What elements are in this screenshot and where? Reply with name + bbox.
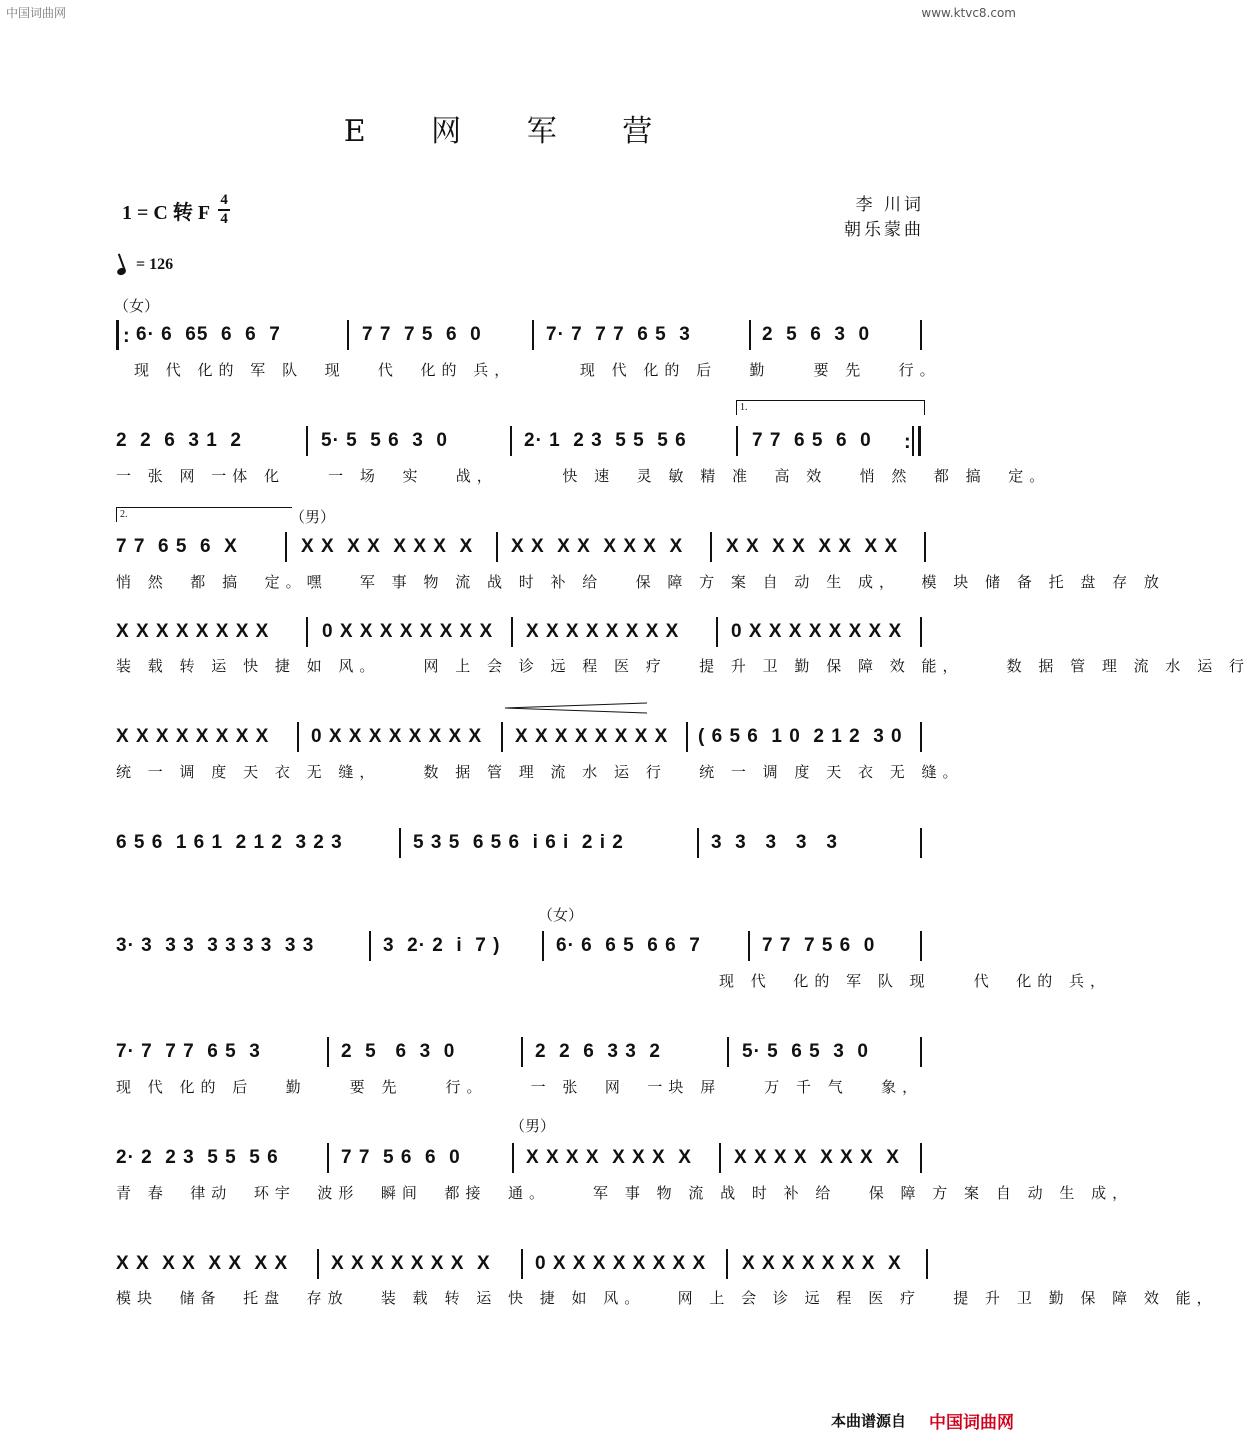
measure-5-1: X X X X X X X X bbox=[116, 726, 270, 747]
measure-3-2: X X X X X X X X bbox=[301, 536, 474, 557]
voice-label-male-2: （男） bbox=[510, 1117, 556, 1135]
bar-line bbox=[912, 426, 914, 456]
footer-site-link[interactable]: 中国词曲网 bbox=[929, 1413, 1014, 1433]
measure-5-4: ( 6 5 6 1 0 2 1 2 3 0 bbox=[698, 726, 903, 747]
bar-line bbox=[285, 532, 287, 562]
bar-line bbox=[501, 722, 503, 752]
bar-line bbox=[727, 1037, 729, 1067]
site-watermark-right: www.ktvc8.com bbox=[921, 6, 1016, 20]
voice-label-female: （女） bbox=[114, 297, 160, 315]
repeat-start-bar bbox=[116, 320, 119, 350]
bar-line bbox=[748, 931, 750, 961]
measure-10-1: X X X X X X X X bbox=[116, 1253, 289, 1274]
bar-line bbox=[697, 828, 699, 858]
bar-line bbox=[924, 532, 926, 562]
measure-6-3: 3 3 3 3 3 bbox=[711, 832, 838, 853]
measure-9-4: X X X X X X X X bbox=[734, 1147, 900, 1168]
credits bbox=[844, 193, 924, 243]
measure-2-4: 7 7 6 5 6 0 bbox=[752, 430, 872, 451]
bar-line bbox=[749, 320, 751, 350]
quarter-note-icon bbox=[116, 266, 127, 276]
bar-line bbox=[920, 1037, 922, 1067]
measure-5-3: X X X X X X X X bbox=[515, 726, 669, 747]
bar-line bbox=[347, 320, 349, 350]
measure-1-3: 7· 7 7 7 6 5 3 bbox=[546, 324, 691, 345]
bar-line bbox=[920, 722, 922, 752]
composer: 朝乐蒙曲 bbox=[844, 220, 924, 240]
repeat-end-dots: : bbox=[904, 431, 911, 453]
bar-line bbox=[716, 617, 718, 647]
bar-line bbox=[926, 1249, 928, 1279]
bar-line bbox=[369, 931, 371, 961]
meter-top: 4 bbox=[220, 192, 228, 208]
measure-2-1: 2 2 6 3 1 2 bbox=[116, 430, 242, 451]
bar-line bbox=[710, 532, 712, 562]
bar-line bbox=[726, 1249, 728, 1279]
measure-4-3: X X X X X X X X bbox=[526, 621, 680, 642]
measure-9-3: X X X X X X X X bbox=[526, 1147, 692, 1168]
measure-9-2: 7 7 5 6 6 0 bbox=[341, 1147, 461, 1168]
measure-4-2: 0 X X X X X X X X bbox=[322, 621, 494, 642]
measure-7-2: 3 2· 2 i 7 ) bbox=[383, 935, 501, 956]
measure-2-2: 5· 5 5 6 3 0 bbox=[321, 430, 448, 451]
lyric-line-8: 现 代 化的 后 勤 要 先 行。 一 张 网 一块 屏 万 千 气 象， bbox=[116, 1078, 924, 1096]
bar-line bbox=[920, 320, 922, 350]
measure-9-1: 2· 2 2 3 5 5 5 6 bbox=[116, 1147, 279, 1168]
voice-label-male: （男） bbox=[290, 508, 336, 526]
meter-bottom: 4 bbox=[220, 211, 228, 227]
bar-line bbox=[317, 1249, 319, 1279]
song-title: E 网 军 营 bbox=[343, 114, 681, 149]
lyric-line-7: 现 代 化的 军 队 现 代 化的 兵， bbox=[116, 972, 1111, 990]
measure-7-1: 3· 3 3 3 3 3 3 3 3 3 bbox=[116, 935, 315, 956]
key-text: 1 = C 转 F bbox=[122, 201, 211, 224]
measure-8-2: 2 5 6 3 0 bbox=[341, 1041, 456, 1062]
bar-line bbox=[719, 1143, 721, 1173]
bar-line bbox=[510, 426, 512, 456]
measure-4-4: 0 X X X X X X X X bbox=[731, 621, 903, 642]
lyric-line-4: 装 载 转 运 快 捷 如 风。 网 上 会 诊 远 程 医 疗 提 升 卫 勤 保 障 效 能， 数 据 管 理 流 水 运 行 bbox=[116, 657, 1250, 675]
volta-second-ending: 2. bbox=[116, 507, 292, 522]
bar-line bbox=[399, 828, 401, 858]
footer-source-text: 本曲谱源自 bbox=[830, 1412, 906, 1430]
bar-line bbox=[920, 828, 922, 858]
bar-line bbox=[521, 1037, 523, 1067]
measure-8-3: 2 2 6 3 3 2 bbox=[535, 1041, 661, 1062]
bar-line bbox=[512, 1143, 514, 1173]
tempo-marking bbox=[117, 256, 173, 274]
measure-8-4: 5· 5 6 5 3 0 bbox=[742, 1041, 869, 1062]
lyric-line-3: 悄 然 都 搞 定。嘿 军 事 物 流 战 时 补 给 保 障 方 案 自 动 生 成， 模 块 储 备 托 盘 存 放 bbox=[116, 573, 1165, 591]
bar-line bbox=[532, 320, 534, 350]
lyricist: 李 川词 bbox=[855, 195, 924, 215]
bar-line bbox=[297, 722, 299, 752]
bar-line bbox=[306, 617, 308, 647]
bar-line bbox=[736, 426, 738, 456]
measure-3-3: X X X X X X X X bbox=[511, 536, 684, 557]
lyric-line-9: 青 春 律动 环宇 波形 瞬间 都接 通。 军 事 物 流 战 时 补 给 保 障 方 案 自 动 生 成， bbox=[116, 1184, 1134, 1202]
measure-5-2: 0 X X X X X X X X bbox=[311, 726, 483, 747]
lyric-line-10: 模块 储备 托盘 存放 装 载 转 运 快 捷 如 风。 网 上 会 诊 远 程 医 疗 提 升 卫 勤 保 障 效 能， bbox=[116, 1289, 1218, 1307]
measure-1-1: 6· 6 65 6 6 7 bbox=[136, 324, 281, 345]
measure-6-1: 6 5 6 1 6 1 2 1 2 3 2 3 bbox=[116, 832, 343, 853]
measure-6-2: 5 3 5 6 5 6 i 6 i 2 i 2 bbox=[413, 832, 624, 853]
measure-3-1: 7 7 6 5 6 X bbox=[116, 536, 238, 557]
site-watermark-left: 中国词曲网 bbox=[6, 6, 67, 20]
lyric-line-2: 一 张 网 一体 化 一 场 实 战， 快 速 灵 敏 精 准 高 效 悄 然 都 搞 定。 bbox=[116, 467, 1051, 485]
voice-label-female-2: （女） bbox=[538, 906, 584, 924]
measure-10-3: 0 X X X X X X X X bbox=[535, 1253, 707, 1274]
lyric-line-1: 现 代 化的 军 队 现 代 化的 兵， 现 代 化的 后 勤 要 先 行。 bbox=[134, 361, 941, 379]
repeat-end-bar bbox=[918, 426, 921, 456]
bar-line bbox=[306, 426, 308, 456]
tempo-value: = 126 bbox=[136, 256, 174, 273]
time-signature bbox=[218, 193, 230, 227]
decrescendo-hairpin bbox=[505, 702, 649, 714]
bar-line bbox=[542, 931, 544, 961]
measure-1-2: 7 7 7 5 6 0 bbox=[362, 324, 482, 345]
measure-1-4: 2 5 6 3 0 bbox=[762, 324, 871, 345]
bar-line bbox=[511, 617, 513, 647]
repeat-dots: : bbox=[123, 325, 130, 347]
measure-7-3: 6· 6 6 5 6 6 7 bbox=[556, 935, 701, 956]
measure-4-1: X X X X X X X X bbox=[116, 621, 270, 642]
bar-line bbox=[686, 722, 688, 752]
volta-first-ending: 1. bbox=[736, 400, 925, 415]
bar-line bbox=[521, 1249, 523, 1279]
key-signature bbox=[122, 193, 230, 227]
bar-line bbox=[496, 532, 498, 562]
measure-2-3: 2· 1 2 3 5 5 5 6 bbox=[524, 430, 687, 451]
measure-10-4: X X X X X X X X bbox=[742, 1253, 902, 1274]
measure-8-1: 7· 7 7 7 6 5 3 bbox=[116, 1041, 261, 1062]
measure-10-2: X X X X X X X X bbox=[331, 1253, 491, 1274]
bar-line bbox=[327, 1037, 329, 1067]
bar-line bbox=[920, 1143, 922, 1173]
bar-line bbox=[920, 931, 922, 961]
measure-3-4: X X X X X X X X bbox=[726, 536, 899, 557]
lyric-line-5: 统 一 调 度 天 衣 无 缝， 数 据 管 理 流 水 运 行 统 一 调 度 天 衣 无 缝。 bbox=[116, 763, 964, 781]
measure-7-4: 7 7 7 5 6 0 bbox=[762, 935, 876, 956]
bar-line bbox=[920, 617, 922, 647]
bar-line bbox=[327, 1143, 329, 1173]
